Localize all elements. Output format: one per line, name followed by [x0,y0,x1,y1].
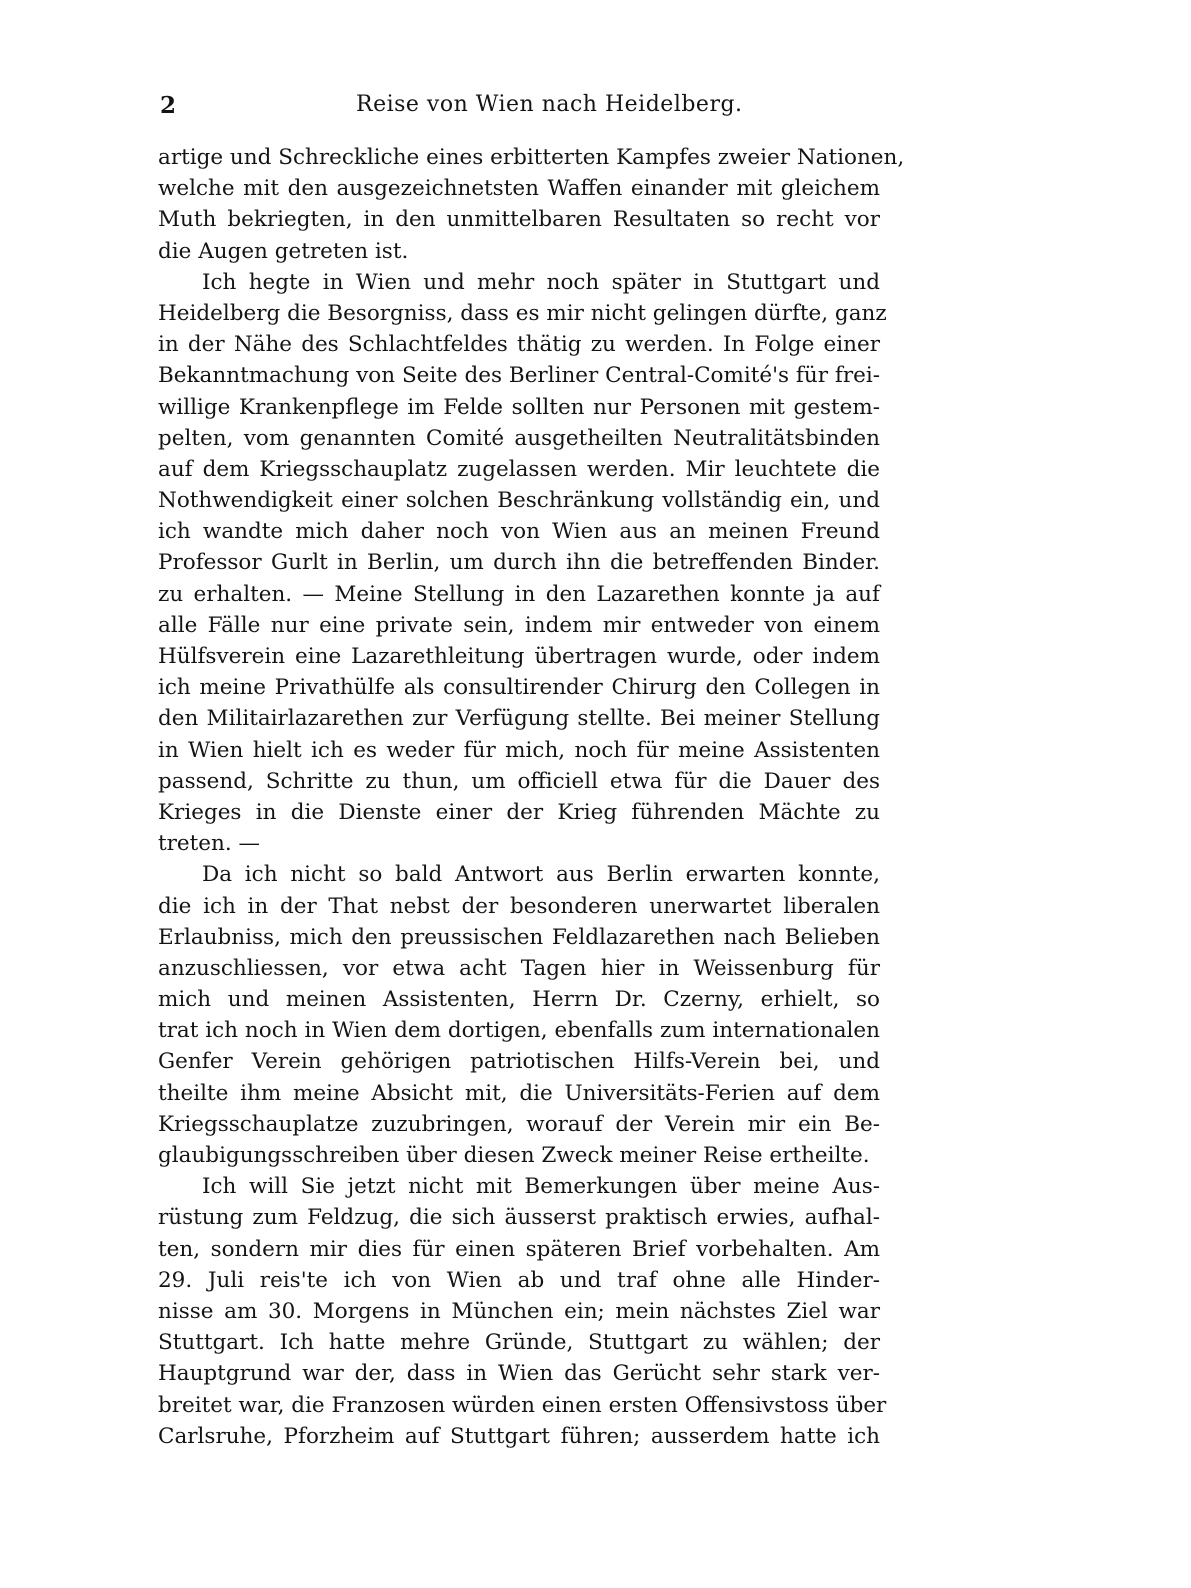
text-line: welche mit den ausgezeichnetsten Waffen einander mit gleichem [158,176,880,202]
text-line: Stuttgart. Ich hatte mehre Gründe, Stuttgart zu wählen; der [158,1330,880,1356]
text-line: auf dem Kriegsschauplatz zugelassen werden. Mir leuchtete die [158,456,880,482]
text-line: alle Fälle nur eine private sein, indem mir entweder von einem [158,612,880,638]
text-line: Erlaubniss, mich den preussischen Feldlazarethen nach Belieben [158,924,880,950]
running-title: Reise von Wien nach Heidelberg. [356,92,743,117]
text-line: anzuschliessen, vor etwa acht Tagen hier in Weissenburg für [158,955,880,981]
text-line: die ich in der That nebst der besonderen unerwartet liberalen [158,893,880,919]
text-line: passend, Schritte zu thun, um officiell etwa für die Dauer des [158,768,880,794]
text-line: ten, sondern mir dies für einen späteren Brief vorbehalten. Am [158,1236,880,1262]
text-line: 29. Juli reis'te ich von Wien ab und traf ohne alle Hinder- [158,1267,880,1293]
body-text [158,142,905,1452]
text-line: rüstung zum Feldzug, die sich äusserst praktisch erwies, aufhal- [158,1205,880,1231]
text-line: glaubigungsschreiben über diesen Zweck meiner Reise ertheilte. [158,1143,870,1168]
text-line: in der Nähe des Schlachtfeldes thätig zu werden. In Folge einer [158,332,880,358]
text-line: Muth bekriegten, in den unmittelbaren Resultaten so recht vor [158,207,880,233]
text-line: pelten, vom genannten Comité ausgetheilten Neutralitätsbinden [158,425,880,451]
text-line: Krieges in die Dienste einer der Krieg führenden Mächte zu [158,799,880,825]
text-line: zu erhalten. — Meine Stellung in den Lazarethen konnte ja auf [158,581,880,607]
text-line: Hauptgrund war der, dass in Wien das Gerücht sehr stark ver- [158,1361,880,1387]
text-line: trat ich noch in Wien dem dortigen, ebenfalls zum internationalen [158,1018,880,1044]
text-line: nisse am 30. Morgens in München ein; mein nächstes Ziel war [158,1298,880,1324]
text-line: Bekanntmachung von Seite des Berliner Central-Comité's für frei- [158,363,880,389]
text-line: Da ich nicht so bald Antwort aus Berlin erwarten konnte, [202,862,880,888]
text-line: die Augen getreten ist. [158,238,409,264]
text-line: Genfer Verein gehörigen patriotischen Hilfs-Verein bei, und [158,1049,880,1075]
running-head [160,92,878,126]
paragraph [158,267,887,860]
text-line: in Wien hielt ich es weder für mich, noch für meine Assistenten [158,737,880,763]
text-line: treten. — [158,831,261,857]
text-line: Nothwendigkeit einer solchen Beschränkung vollständig ein, und [158,488,880,514]
text-line: mich und meinen Assistenten, Herrn Dr. Czerny, erhielt, so [158,987,880,1013]
text-line: Kriegsschauplatze zuzubringen, worauf der Verein mir ein Be- [158,1111,880,1137]
text-line: theilte ihm meine Absicht mit, die Universitäts-Ferien auf dem [158,1080,880,1106]
text-line: artige und Schreckliche eines erbitterten Kampfes zweier Nationen, [158,145,905,170]
text-line: Ich hegte in Wien und mehr noch später in Stuttgart und [202,269,880,295]
text-line: ich meine Privathülfe als consultirender Chirurg den Collegen in [158,675,880,701]
text-line: Heidelberg die Besorgniss, dass es mir nicht gelingen dürfte, ganz [158,300,887,326]
text-line: ich wandte mich daher noch von Wien aus an meinen Freund [158,519,880,545]
text-line: willige Krankenpflege im Felde sollten nur Personen mit gestem- [158,394,880,420]
text-line: Carlsruhe, Pforzheim auf Stuttgart führen; ausserdem hatte ich [158,1423,880,1449]
text-line: den Militairlazarethen zur Verfügung stellte. Bei meiner Stellung [158,706,880,732]
text-line: Professor Gurlt in Berlin, um durch ihn die betreffenden Binder. [158,550,880,576]
text-line: Ich will Sie jetzt nicht mit Bemerkungen über meine Aus- [202,1174,880,1200]
page-number: 2 [160,92,177,119]
text-line: breitet war, die Franzosen würden einen ersten Offensivstoss über [158,1392,887,1418]
paragraph [158,1171,887,1452]
paragraph [158,142,905,267]
paragraph [158,859,880,1171]
text-line: Hülfsverein eine Lazarethleitung übertragen wurde, oder indem [158,644,880,669]
